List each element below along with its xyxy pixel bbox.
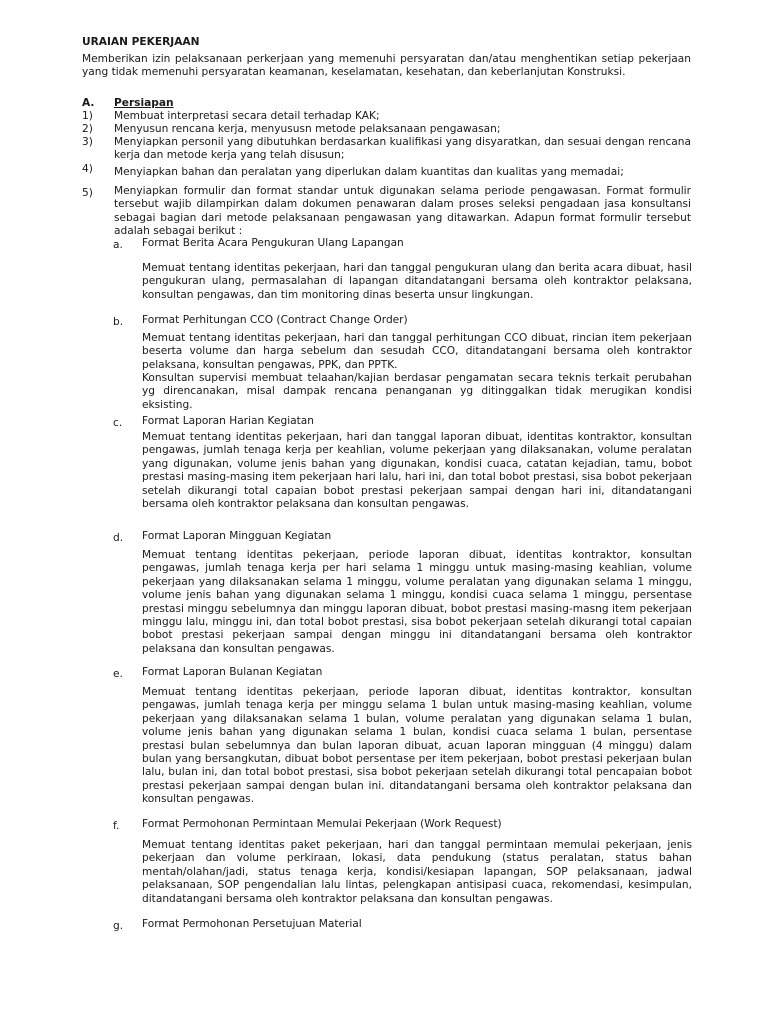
format-c-marker: c. [113, 417, 123, 429]
item-5-text: Menyiapkan formulir dan format standar untuk digunakan selama periode pengawasan. Format formulir tersebut wajib dilampirkan dalam dokumen penawaran dalam proses seleksi pengadaan jasa konsultansi sebagai bagian dari metode pelaksanaan pengawasan yang ditawarkan. Adapun format formulir tersebut adalah sebagai berikut : [114, 185, 691, 238]
format-b-note: Konsultan supervisi membuat telaahan/kajian berdasar pengamatan secara teknis terkait perubahan yg direncanakan, misal dampak rencana penanganan yg ditinggalkan tidak merugikan kondisi eksisting. [142, 372, 692, 411]
format-f-title: Format Permohonan Permintaan Memulai Pekerjaan (Work Request) [142, 818, 502, 830]
format-a-marker: a. [113, 239, 123, 251]
item-4-text: Menyiapkan bahan dan peralatan yang diperlukan dalam kuantitas dan kualitas yang memadai; [114, 166, 624, 178]
format-d-title: Format Laporan Mingguan Kegiatan [142, 530, 332, 542]
document-heading: URAIAN PEKERJAAN [82, 36, 200, 48]
format-c-description: Memuat tentang identitas pekerjaan, hari dan tanggal laporan dibuat, identitas kontraktor, konsultan pengawas, jumlah tenaga kerja per keahlian, volume pekerjaan yang dilaksanakan, volume peralatan yang digunakan, volume jenis bahan yang digunakan, kondisi cuaca, catatan kejadian, tamu, bobot prestasi masing-masing item pekerjaan hari lalu, hari ini, dan total bobot prestasi, sisa bobot pekerjaan setelah dikurangi total capaian bobot prestasi pekerjaan sampai dengan hari ini, ditandatangani bersama oleh kontraktor pelaksana dan konsultan pengawas. [142, 431, 692, 511]
item-3-text: Menyiapkan personil yang dibutuhkan berdasarkan kualifikasi yang disyaratkan, dan sesuai dengan rencana kerja dan metode kerja yang telah disusun; [114, 136, 691, 162]
item-4-number: 4) [82, 163, 93, 175]
item-1-text: Membuat interpretasi secara detail terhadap KAK; [114, 110, 380, 122]
item-2-number: 2) [82, 123, 93, 135]
format-d-description: Memuat tentang identitas pekerjaan, periode laporan dibuat, identitas kontraktor, konsultan pengawas, jumlah tenaga kerja per hari selama 1 minggu untuk masing-masing keahlian, volume pekerjaan yang dilaksanakan selama 1 minggu, volume peralatan yang digunakan selama 1 minggu, volume jenis bahan yang digunakan selama 1 minggu, kondisi cuaca selama 1 minggu, persentase prestasi minggu sebelumnya dan minggu laporan dibuat, bobot prestasi masing-masng item pekerjaan minggu lalu, minggu ini, dan total bobot prestasi, sisa bobot pekerjaan setelah dikurangi total capaian bobot prestasi pekerjaan sampai dengan minggu ini ditandatangani bersama oleh kontraktor pelaksana dan konsultan pengawas. [142, 549, 692, 655]
format-e-marker: e. [113, 668, 123, 680]
format-e-description: Memuat tentang identitas pekerjaan, periode laporan dibuat, identitas kontraktor, konsultan pengawas, jumlah tenaga kerja per minggu selama 1 bulan untuk masing-masing keahlian, volume pekerjaan yang dilaksanakan selama 1 bulan, volume peralatan yang digunakan selama 1 bulan, volume jenis bahan yang digunakan selama 1 bulan, kondisi cuaca selama 1 bulan, persentase prestasi bulan sebelumnya dan bulan laporan dibuat, acuan laporan mingguan (4 minggu) dalam bulan yang bersangkutan, dibuat bobot persentase per item pekerjaan, bobot prestasi pekerjaan bulan lalu, bulan ini, dan total bobot prestasi, sisa bobot pekerjaan setelah dikurangi total pencapaian bobot prestasi pekerjaan sampai dengan bulan ini. ditandatangani bersama oleh kontraktor pelaksana dan konsultan pengawas. [142, 686, 692, 806]
format-b-title: Format Perhitungan CCO (Contract Change Order) [142, 314, 408, 326]
item-3-number: 3) [82, 136, 93, 148]
intro-paragraph: Memberikan izin pelaksanaan perkerjaan yang memenuhi persyaratan dan/atau menghentikan setiap pekerjaan yang tidak memenuhi persyaratan keamanan, keselamatan, kesehatan, dan keberlanjutan Konstruksi. [82, 53, 691, 79]
format-d-marker: d. [113, 532, 124, 544]
format-c-title: Format Laporan Harian Kegiatan [142, 415, 315, 427]
section-a-title: Persiapan [114, 97, 174, 109]
format-e-title: Format Laporan Bulanan Kegiatan [142, 666, 323, 678]
format-f-marker: f. [113, 820, 120, 832]
format-a-title: Format Berita Acara Pengukuran Ulang Lapangan [142, 237, 404, 249]
format-b-description: Memuat tentang identitas pekerjaan, hari dan tanggal perhitungan CCO dibuat, rincian item pekerjaan beserta volume dan harga sebelum dan sesudah CCO, ditandatangani bersama oleh kontraktor pelaksana, konsultan pengawas, PPK, dan PPTK. [142, 332, 692, 371]
format-g-title: Format Permohonan Persetujuan Material [142, 918, 362, 930]
item-1-number: 1) [82, 110, 93, 122]
format-b-marker: b. [113, 316, 124, 328]
format-g-marker: g. [113, 920, 124, 932]
item-5-number: 5) [82, 187, 93, 199]
item-2-text: Menyusun rencana kerja, menyususn metode pelaksanaan pengawasan; [114, 123, 501, 135]
format-a-description: Memuat tentang identitas pekerjaan, hari dan tanggal pengukuran ulang dan berita acara dibuat, hasil pengukuran ulang, permasalahan di lapangan ditandatangani bersama oleh kontraktor pelaksana, konsultan pengawas, dan tim monitoring dinas beserta unsur lingkungan. [142, 262, 692, 301]
section-a-marker: A. [82, 97, 95, 109]
format-f-description: Memuat tentang identitas paket pekerjaan, hari dan tanggal permintaan memulai pekerjaan, jenis pekerjaan dan volume perkiraan, lokasi, data pendukung (status peralatan, status bahan mentah/olahan/jadi, status tenaga kerja, kondisi/kesiapan lapangan, SOP pelaksanaan, jadwal pelaksanaan, SOP pengendalian lalu lintas, pelengkapan antisipasi cuaca, rekomendasi, kesimpulan, ditandatangani bersama oleh kontraktor pelaksana dan konsultan pengawas. [142, 839, 692, 905]
